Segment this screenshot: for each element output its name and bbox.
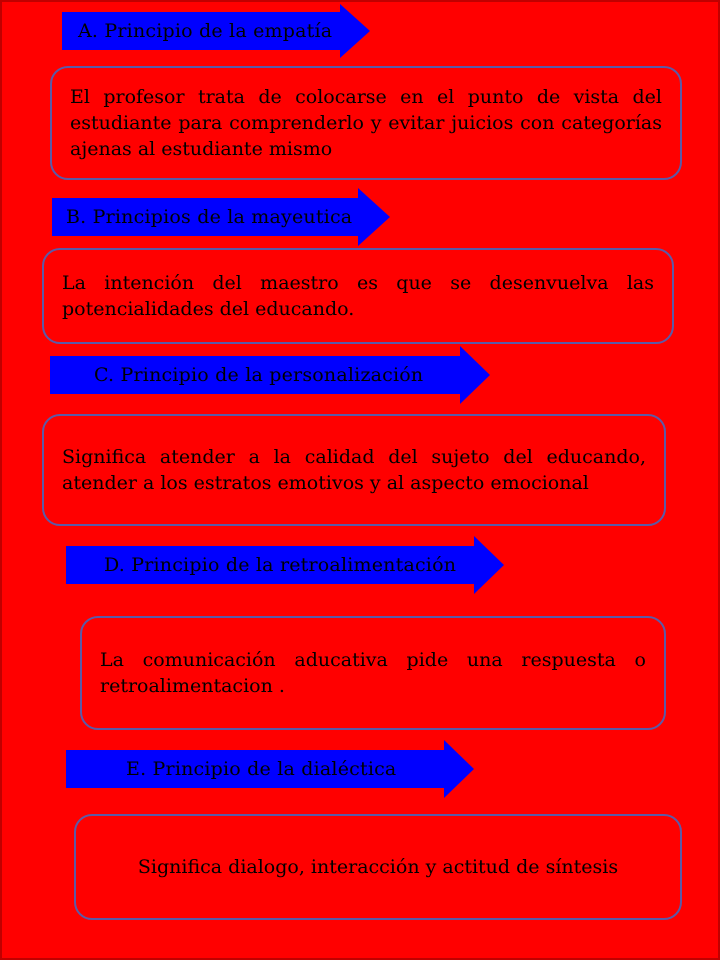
arrow-label: C. Principio de la personalización <box>94 364 424 386</box>
description-box-dialectica <box>74 814 682 920</box>
arrow-mayeutica <box>52 188 390 246</box>
description-text: La intención del maestro es que se desenvuelva las potencialidades del educando. <box>62 271 654 320</box>
arrow-label: B. Principios de la mayeutica <box>66 206 353 228</box>
arrow-label: A. Principio de la empatía <box>78 20 333 42</box>
arrow-personalizacion <box>50 346 490 404</box>
description-text: El profesor trata de colocarse en el punto de vista del estudiante para comprenderlo y evitar juicios con categorías ajenas al estudiante mismo <box>70 85 662 161</box>
arrow-empatia <box>62 4 370 58</box>
description-box-mayeutica <box>42 248 674 344</box>
description-text: Significa dialogo, interacción y actitud de síntesis <box>137 855 619 878</box>
arrow-dialectica <box>66 740 474 798</box>
arrow-label: E. Principio de la dialéctica <box>126 758 397 780</box>
description-text: Significa atender a la calidad del sujeto del educando, atender a los estratos emotivos y al aspecto emocional <box>62 445 646 494</box>
description-box-empatia <box>50 66 682 180</box>
arrow-label: D. Principio de la retroalimentación <box>104 554 457 576</box>
arrow-retroalimentacion <box>66 536 504 594</box>
description-text: La comunicación aducativa pide una respuesta o retroalimentacion . <box>100 648 646 697</box>
description-box-personalizacion <box>42 414 666 526</box>
description-box-retroalimentacion <box>80 616 666 730</box>
